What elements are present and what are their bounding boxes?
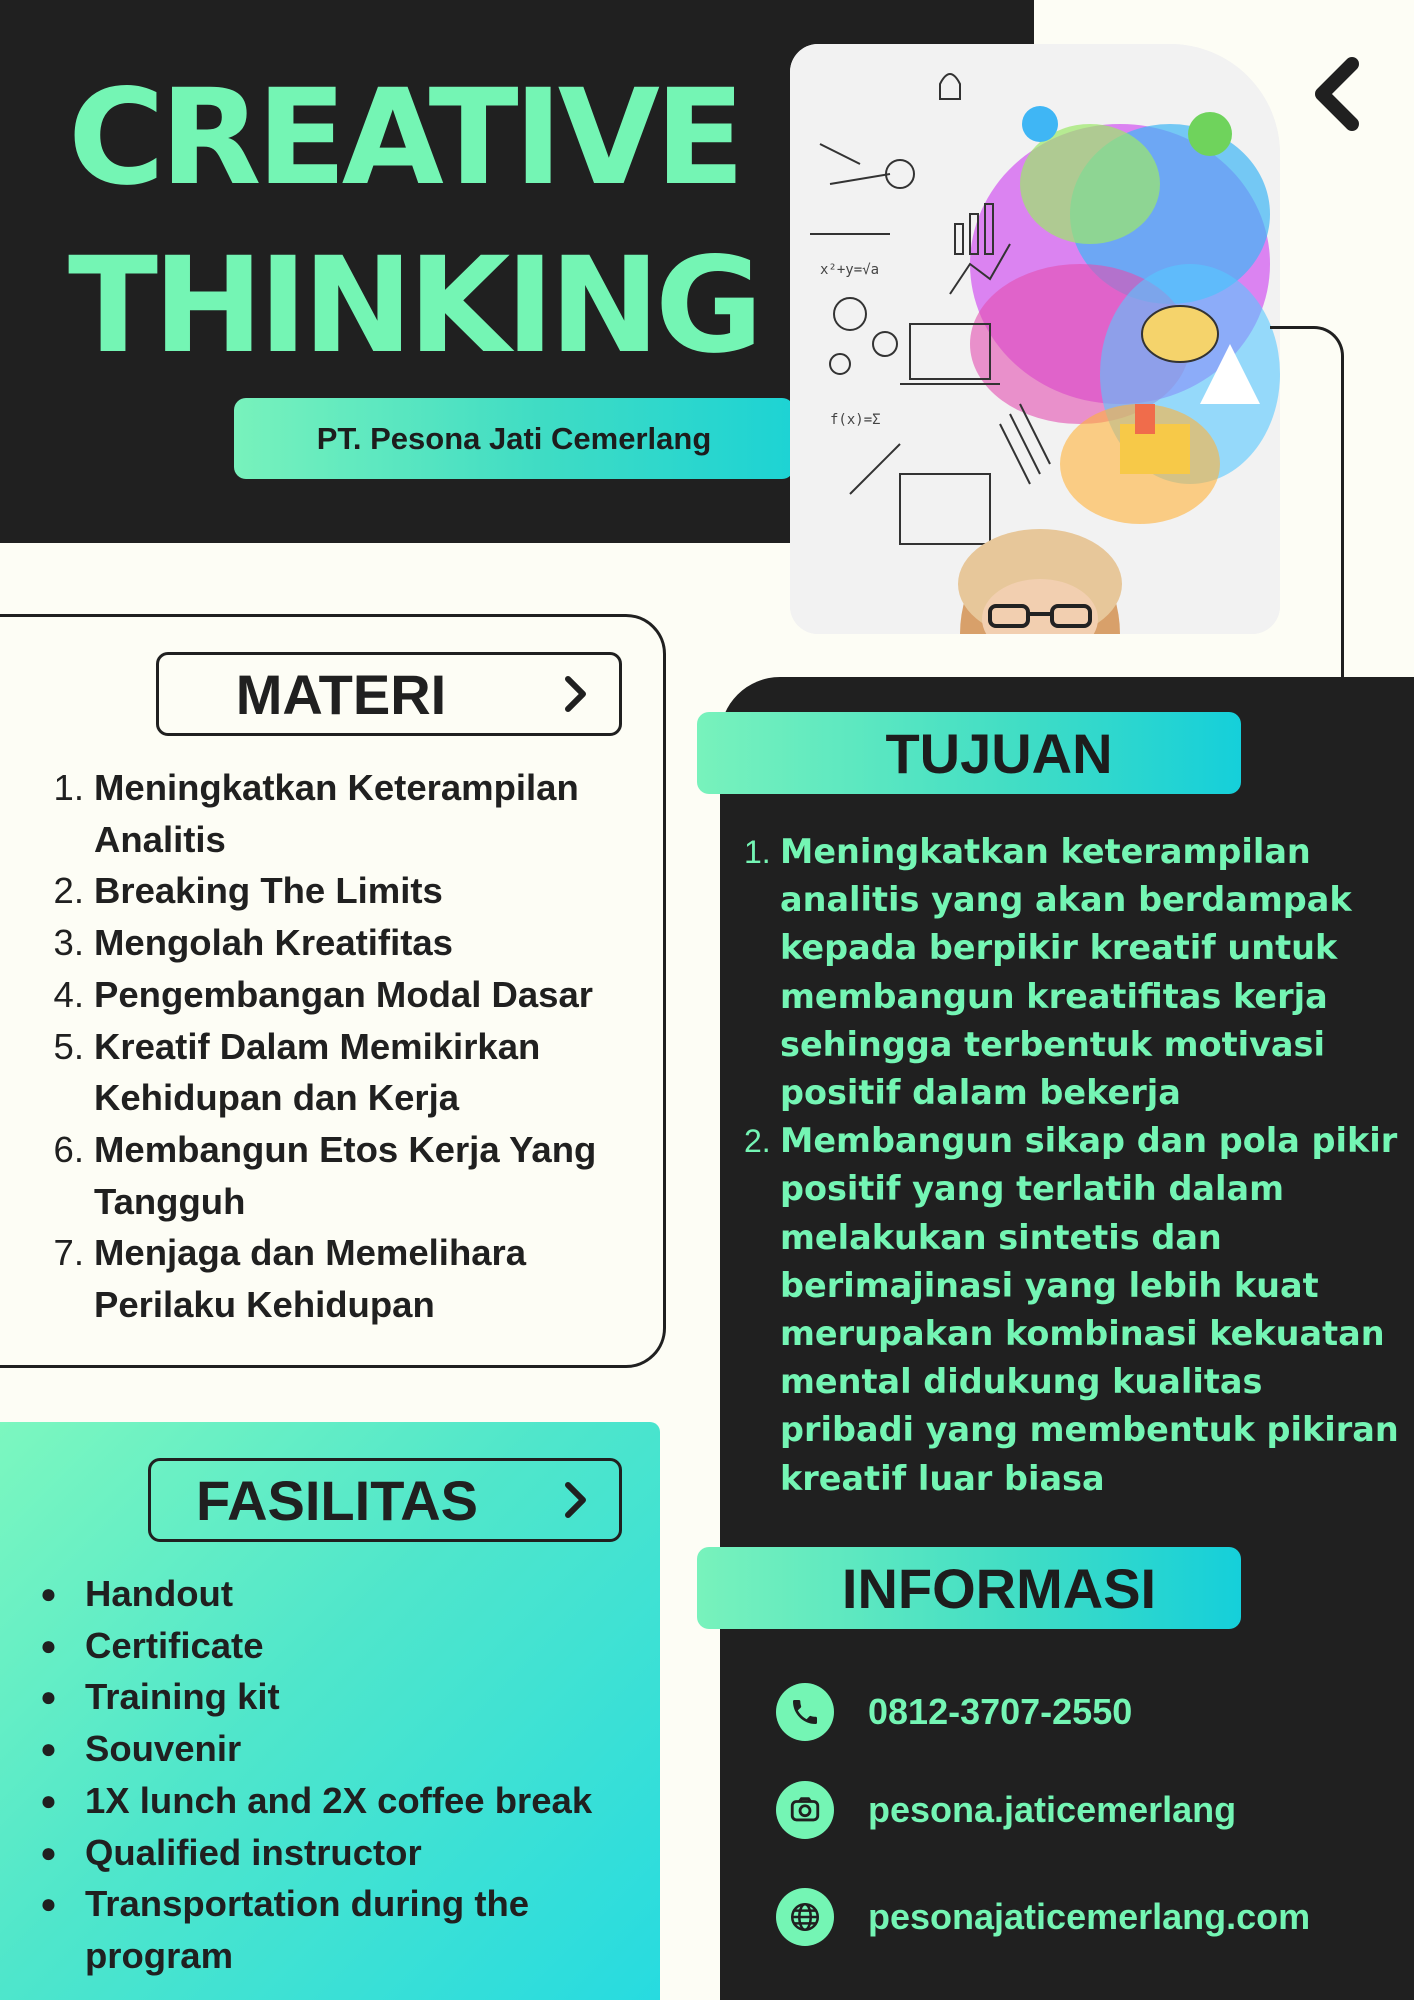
page-title-line1: CREATIVE [68,61,741,215]
bullet-icon: ● [40,1784,57,1816]
list-item: 1. Meningkatkan Keterampilan Analitis [53,767,579,860]
camera-icon [776,1781,834,1839]
phone-icon [776,1683,834,1741]
creative-brain-illustration [790,44,1280,634]
tujuan-heading: TUJUAN [697,712,1241,794]
list-item: 6. Membangun Etos Kerja Yang Tangguh [53,1128,597,1222]
instagram-handle: pesona.jaticemerlang [868,1789,1237,1830]
globe-icon [776,1888,834,1946]
chevron-right-icon [563,674,589,714]
bullet-icon: ● [40,1733,57,1765]
materi-heading[interactable] [156,652,622,736]
list-item: 7. Menjaga dan Memelihara Perilaku Kehidupan [53,1232,527,1326]
phone-number: 0812-3707-2550 [868,1691,1133,1732]
svg-text:x²+y=√a: x²+y=√a [820,262,880,278]
list-item: ● 1X lunch and 2X coffee break [40,1775,640,1827]
list-item: ● Transportation during the program [40,1878,640,1981]
materi-list [44,762,644,1331]
tujuan-list [744,828,1404,1503]
company-badge: PT. Pesona Jati Cemerlang [234,398,794,479]
list-item: ● Handout [40,1568,640,1620]
svg-text:f(x)=Σ: f(x)=Σ [830,412,881,428]
website-url: pesonajaticemerlang.com [868,1896,1311,1937]
list-item: 3. Mengolah Kreatifitas [53,922,453,964]
list-item: ● Souvenir [40,1723,640,1775]
bullet-icon: ● [40,1681,57,1713]
bullet-icon: ● [40,1888,57,1920]
list-item: ● Training kit [40,1671,640,1723]
bullet-icon: ● [40,1629,57,1661]
decorative-connector-line [1270,326,1344,686]
materi-heading-label: MATERI [235,662,447,726]
page-title-line2: THINKING [68,229,759,383]
phone-contact[interactable] [776,1683,1376,1741]
bullet-icon: ● [40,1836,57,1868]
list-item: 1. Meningkatkan keterampilan analitis yang akan berdampak kepada berpikir kreatif untuk membangun kreatifitas kerja sehingga terbentuk motivasi positif dalam bekerja [744,832,1352,1113]
fasilitas-heading[interactable] [148,1458,622,1542]
list-item: 2. Breaking The Limits [53,870,443,912]
list-item: 5. Kreatif Dalam Memikirkan Kehidupan dan Kerja [53,1025,541,1119]
list-item: 2. Membangun sikap dan pola pikir positif yang terlatih dalam melakukan sintetis dan berimajinasi yang lebih kuat merupakan kombinasi kekuatan mental didukung kualitas pribadi yang membentuk pikiran kreatif luar biasa [744,1121,1399,1498]
chevron-right-icon [563,1480,589,1520]
fasilitas-heading-label: FASILITAS [195,1468,479,1532]
instagram-contact[interactable] [776,1781,1376,1839]
fasilitas-list [40,1568,640,1982]
informasi-heading: INFORMASI [697,1547,1241,1629]
website-contact[interactable] [776,1888,1376,1946]
bullet-icon: ● [40,1578,57,1609]
list-item: ● Certificate [40,1620,640,1672]
chevron-left-icon[interactable] [1308,56,1368,132]
list-item: 4. Pengembangan Modal Dasar [53,973,593,1015]
list-item: ● Qualified instructor [40,1827,640,1879]
